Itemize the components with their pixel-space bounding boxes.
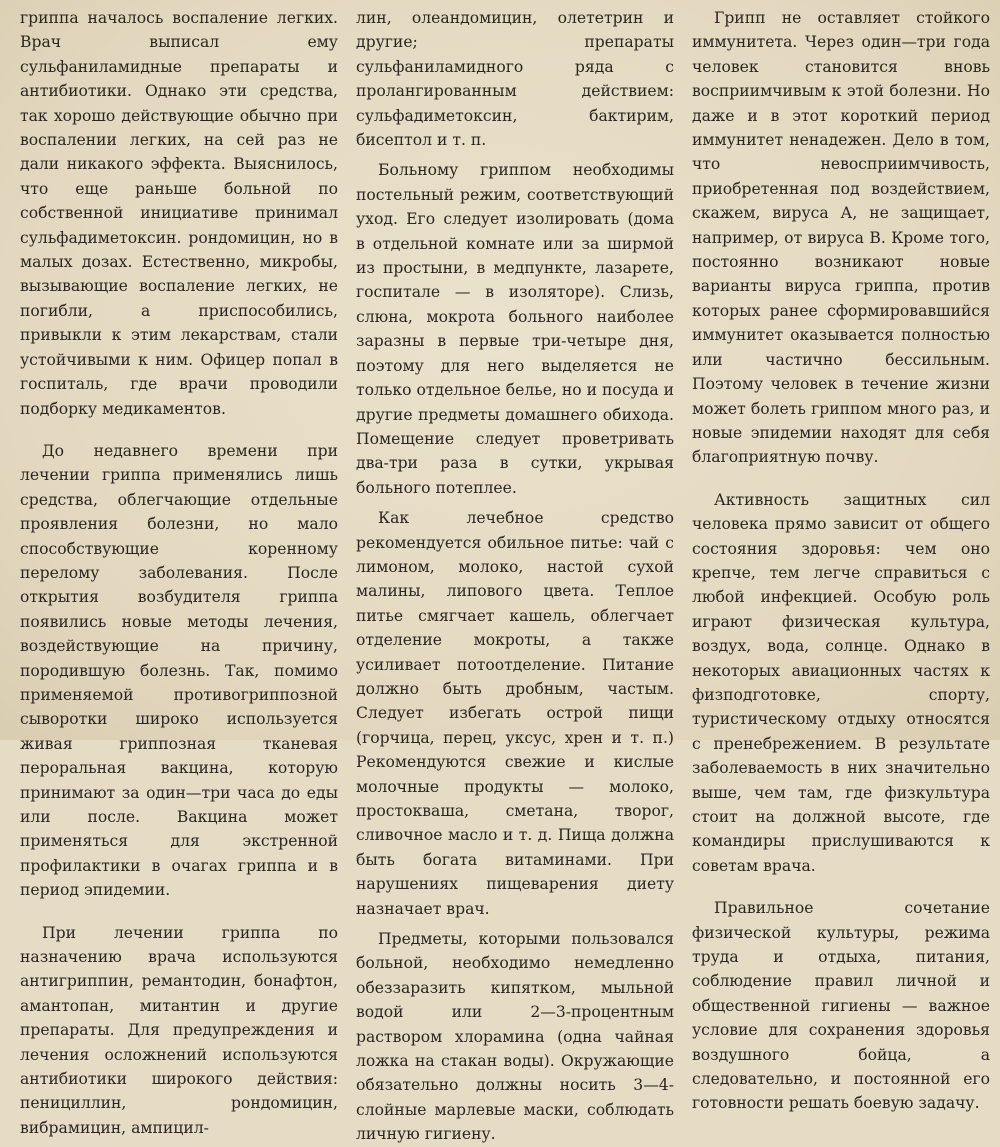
text-column-1 xyxy=(20,6,338,1137)
paragraph: Активность защитных сил человека прямо зависит от общего состояния здоровья: чем оно крепче, тем легче справиться с любой инфекцией. Особую роль играют физическая культура, воздух, вода, солнце. Однако в некоторых авиационных частях к физподготовке, спорту, туристическому отдыху относятся с пренебрежением. В результате заболеваемость в них значительно выше, чем там, где физкультура стоит на должной высоте, где командиры прислушиваются к советам врача. xyxy=(692,490,990,875)
paragraph: При лечении гриппа по назначению врача используются антигриппин, ремантодин, бонафтон, амантопан, митантин и другие препараты. Для предупреждения и лечения осложнений используются антибиотики широкого действия: пенициллин, рондомицин, вибрамицин, ампицил- xyxy=(20,923,338,1137)
paragraph: гриппа началось воспаление легких. Врач выписал ему сульфаниламидные препараты и антибиотики. Однако эти средства, так хорошо действующие обычно при воспалении легких, на сей раз не дали никакого эффекта. Выяснилось, что еще раньше больной по собственной инициативе принимал сульфадиметоксин. рондомицин, но в малых дозах. Естественно, микробы, вызывающие воспаление легких, не погибли, а приспособились, привыкли к этим лекарствам, стали устойчивыми к ним. Офицер попал в госпиталь, где врачи проводили подборку медикаментов. xyxy=(20,9,338,418)
text-column-2 xyxy=(356,6,674,1144)
paragraph: Грипп не оставляет стойкого иммунитета. Через один—три года человек становится вновь восприимчивым к этой болезни. Но даже и в этот короткий период иммунитет ненадежен. Дело в том, что невосприимчивость, приобретенная под воздействием, скажем, вируса А, не защищает, например, от вируса В. Кроме того, постоянно возникают новые варианты вируса гриппа, против которых ранее сформировавшийся иммунитет оказывается полностью или частично бессильным. Поэтому человек в течение жизни может болеть гриппом много раз, и новые эпидемии находят для себя благоприятную почву. xyxy=(692,9,990,467)
paragraph: До недавнего времени при лечении гриппа применялись лишь средства, облегчающие отдельные проявления болезни, но мало способствующие коренному перелому заболевания. После открытия возбудителя гриппа появились новые методы лечения, воздействующие на причину, породившую болезнь. Так, помимо применяемой противогриппозной сыворотки широко используется живая гриппозная тканевая пероральная вакцина, которую принимают за один—три часа до еды или после. Вакцина может применяться для экстренной профилактики в очагах гриппа и в период эпидемии. xyxy=(20,441,338,900)
paragraph: Правильное сочетание физической культуры, режима труда и отдыха, питания, соблюдение правил личной и общественной гигиены — важное условие для сохранения здоровья воздушного бойца, а следовательно, и постоянной его готовности решать боевую задачу. xyxy=(692,899,990,1113)
text-column-3 xyxy=(692,6,990,1113)
paragraph: лин, олеандомицин, олететрин и другие; препараты сульфаниламидного ряда с пролангированным действием: сульфадиметоксин, бактирим, бисептол и т. п. xyxy=(356,9,674,150)
paragraph: Как лечебное средство рекомендуется обильное питье: чай с лимоном, молоко, настой сухой малины, липового цвета. Теплое питье смягчает кашель, облегчает отделение мокроты, а также усиливает потоотделение. Питание должно быть дробным, частым. Следует избегать острой пищи (горчица, перец, уксус, хрен и т. п.) Рекомендуются свежие и кислые молочные продукты — молоко, простокваша, сметана, творог, сливочное масло и т. д. Пища должна быть богата витаминами. При нарушениях пищеварения диету назначает врач. xyxy=(356,509,674,918)
paragraph: Предметы, которыми пользовался больной, необходимо немедленно обеззаразить кипятком, мыльной водой или 2—3-процентным раствором хлорамина (одна чайная ложка на стакан воды). Окружающие обязательно должны носить 3—4-слойные марлевые маски, соблюдать личную гигиену. xyxy=(356,930,674,1144)
paragraph: Больному гриппом необходимы постельный режим, соответствующий уход. Его следует изолировать (дома в отдельной комнате или за ширмой из простыни, в медпункте, лазарете, госпитале — в изоляторе). Слизь, слюна, мокрота больного наиболее заразны в первые три-четыре дня, поэтому для него выделяется не только отдельное белье, но и посуда и другие предметы домашнего обихода. Помещение следует проветривать два-три раза в сутки, укрывая больного потеплее. xyxy=(356,161,674,497)
